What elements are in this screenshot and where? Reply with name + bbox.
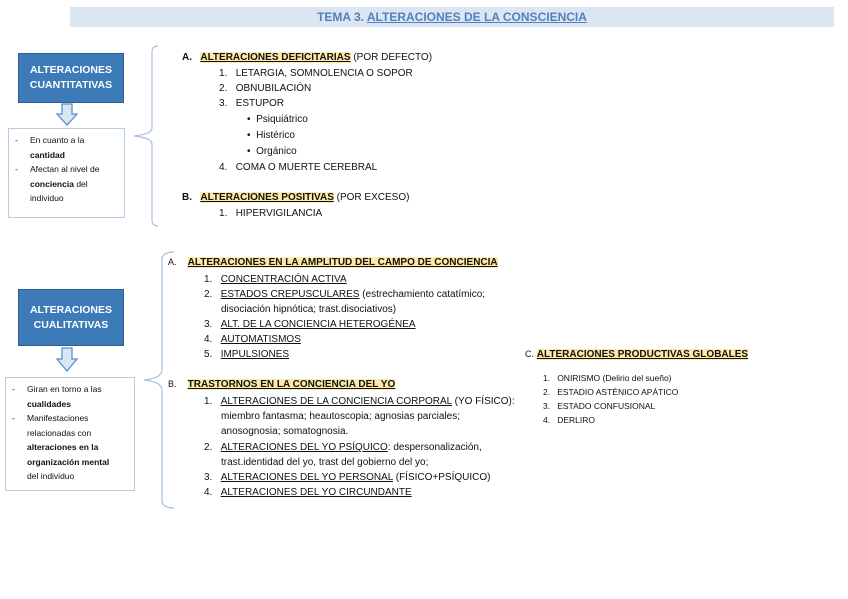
note-text: En cuanto a la bbox=[30, 135, 85, 145]
item-label: ALTERACIONES DE LA CONCIENCIA CORPORAL bbox=[220, 396, 452, 407]
list-item bbox=[204, 440, 482, 455]
list-item bbox=[204, 470, 490, 485]
bullet-label: Psiquiátrico bbox=[256, 114, 308, 125]
note-dash: - bbox=[12, 413, 15, 423]
item-label: ESTADO CONFUSIONAL bbox=[557, 401, 656, 411]
note-text: Manifestaciones bbox=[27, 413, 89, 423]
bullet-item: • Psiquiátrico bbox=[247, 114, 308, 125]
cuant-section-a bbox=[182, 50, 432, 65]
title-link[interactable]: ALTERACIONES DE LA CONSCIENCIA bbox=[366, 10, 587, 24]
section-letter: C. bbox=[525, 349, 534, 359]
list-item bbox=[219, 81, 311, 96]
list-item-cont: trast.identidad del yo, trast del gobierno del yo; bbox=[221, 457, 429, 468]
note-text: individuo bbox=[30, 193, 64, 203]
list-item bbox=[219, 160, 377, 175]
item-num: 4. bbox=[219, 162, 228, 173]
item-label: HIPERVIGILANCIA bbox=[235, 208, 323, 219]
item-label: IMPULSIONES bbox=[220, 349, 290, 360]
title-prefix: TEMA 3. bbox=[317, 10, 364, 24]
list-item bbox=[543, 371, 672, 386]
item-extra: (FÍSICO+PSÍQUICO) bbox=[392, 472, 491, 483]
section-letter: B. bbox=[182, 192, 192, 203]
note-text: del bbox=[76, 178, 88, 189]
list-item bbox=[219, 96, 284, 111]
item-label: LETARGIA, SOMNOLENCIA O SOPOR bbox=[235, 68, 413, 79]
list-item bbox=[219, 66, 413, 81]
list-item-cont: anosognosia; somatognosia. bbox=[221, 426, 349, 437]
section-title: ALTERACIONES EN LA AMPLITUD DEL CAMPO DE CONCIENCIA bbox=[187, 257, 498, 268]
note-bold: cantidad bbox=[30, 149, 65, 160]
item-label: CONCENTRACIÓN ACTIVA bbox=[220, 274, 347, 285]
cual-section-b bbox=[168, 377, 395, 392]
item-num: 1. bbox=[204, 396, 213, 407]
item-num: 2. bbox=[204, 289, 213, 300]
section-title: TRASTORNOS EN LA CONCIENCIA DEL YO bbox=[187, 379, 396, 390]
item-num: 1. bbox=[219, 68, 228, 79]
section-suffix: (POR DEFECTO) bbox=[353, 52, 433, 63]
item-label: ONIRISMO (Delirio del sueño) bbox=[557, 373, 672, 383]
list-item bbox=[204, 317, 416, 332]
down-arrow-icon bbox=[55, 347, 79, 373]
cual-section-a bbox=[168, 255, 498, 270]
item-num: 4. bbox=[543, 415, 551, 425]
note-text: del individuo bbox=[27, 471, 75, 481]
cualitativas-box bbox=[18, 289, 124, 346]
list-item-cont: miembro fantasma; heautoscopia; agnosias parciales; bbox=[221, 411, 461, 422]
item-label: ESTUPOR bbox=[235, 98, 285, 109]
bullet-label: Orgánico bbox=[256, 146, 297, 157]
item-num: 3. bbox=[204, 472, 213, 483]
note-dash: - bbox=[15, 135, 18, 145]
brace-cuantitativas bbox=[130, 44, 160, 228]
list-item bbox=[204, 347, 289, 362]
cualitativas-notes bbox=[5, 377, 135, 491]
item-label: ALT. DE LA CONCIENCIA HETEROGÉNEA bbox=[220, 319, 416, 330]
item-label: ESTADIO ASTÉNICO APÁTICO bbox=[557, 387, 679, 397]
section-suffix: (POR EXCESO) bbox=[336, 192, 410, 203]
item-num: 5. bbox=[204, 349, 213, 360]
item-label: AUTOMATISMOS bbox=[220, 334, 301, 345]
cuant-section-b bbox=[182, 190, 409, 205]
note-dash: - bbox=[15, 164, 18, 174]
item-label: OBNUBILACIÓN bbox=[235, 83, 312, 94]
cuantitativas-notes bbox=[8, 128, 125, 218]
section-title: ALTERACIONES PRODUCTIVAS GLOBALES bbox=[536, 349, 749, 360]
note-text: Giran en torno a las bbox=[27, 384, 102, 394]
bullet-label: Histérico bbox=[256, 130, 295, 141]
item-label: ALTERACIONES DEL YO CIRCUNDANTE bbox=[220, 487, 412, 498]
cuantitativas-box-line1: ALTERACIONES bbox=[29, 64, 113, 76]
cual-section-c bbox=[525, 347, 748, 362]
note-bold: cualidades bbox=[27, 398, 71, 409]
item-num: 1. bbox=[543, 373, 551, 383]
section-title: ALTERACIONES POSITIVAS bbox=[200, 192, 334, 203]
list-item bbox=[219, 206, 322, 221]
list-item bbox=[204, 287, 485, 302]
item-label: DERLIRO bbox=[557, 415, 595, 425]
item-num: 3. bbox=[543, 401, 551, 411]
page-title bbox=[70, 7, 834, 27]
note-dash: - bbox=[12, 384, 15, 394]
item-num: 4. bbox=[204, 487, 213, 498]
section-letter: A. bbox=[168, 257, 177, 267]
section-letter: A. bbox=[182, 52, 192, 63]
item-num: 3. bbox=[204, 319, 213, 330]
item-extra: (YO FÍSICO): bbox=[451, 396, 515, 407]
section-title: ALTERACIONES DEFICITARIAS bbox=[200, 52, 351, 63]
bullet-item: • Orgánico bbox=[247, 146, 297, 157]
item-extra: : despersonalización, bbox=[387, 442, 482, 453]
list-item bbox=[543, 413, 595, 428]
item-num: 2. bbox=[219, 83, 228, 94]
list-item bbox=[543, 399, 655, 414]
bullet-item: • Histérico bbox=[247, 130, 295, 141]
down-arrow-icon bbox=[55, 103, 79, 127]
item-num: 2. bbox=[543, 387, 551, 397]
item-label: ESTADOS CREPUSCULARES bbox=[220, 289, 360, 300]
cualitativas-box-line2: CUALITATIVAS bbox=[33, 318, 109, 331]
item-num: 3. bbox=[219, 98, 228, 109]
note-bold: conciencia bbox=[30, 178, 74, 189]
list-item bbox=[204, 272, 347, 287]
note-text: Afectan al nivel de bbox=[30, 164, 100, 174]
note-bold: organización mental bbox=[27, 456, 110, 467]
list-item bbox=[204, 394, 515, 409]
item-label: COMA O MUERTE CEREBRAL bbox=[235, 162, 378, 173]
list-item-cont: disociación hipnótica; trast.disociativos) bbox=[221, 304, 397, 315]
note-text: relacionadas con bbox=[27, 427, 92, 438]
item-extra: (estrechamiento catatímico; bbox=[359, 289, 486, 300]
item-num: 2. bbox=[204, 442, 213, 453]
cuantitativas-box bbox=[18, 53, 124, 103]
section-letter: B. bbox=[168, 379, 177, 389]
cualitativas-box-line1: ALTERACIONES bbox=[29, 303, 113, 316]
note-bold: alteraciones en la bbox=[27, 442, 99, 452]
item-label: ALTERACIONES DEL YO PSÍQUICO bbox=[220, 442, 388, 453]
list-item bbox=[204, 485, 412, 500]
item-num: 1. bbox=[219, 208, 228, 219]
item-label: ALTERACIONES DEL YO PERSONAL bbox=[220, 472, 393, 483]
item-num: 1. bbox=[204, 274, 213, 285]
item-num: 4. bbox=[204, 334, 213, 345]
list-item bbox=[204, 332, 301, 347]
list-item bbox=[543, 385, 678, 400]
cuantitativas-box-line2: CUANTITATIVAS bbox=[29, 79, 113, 91]
